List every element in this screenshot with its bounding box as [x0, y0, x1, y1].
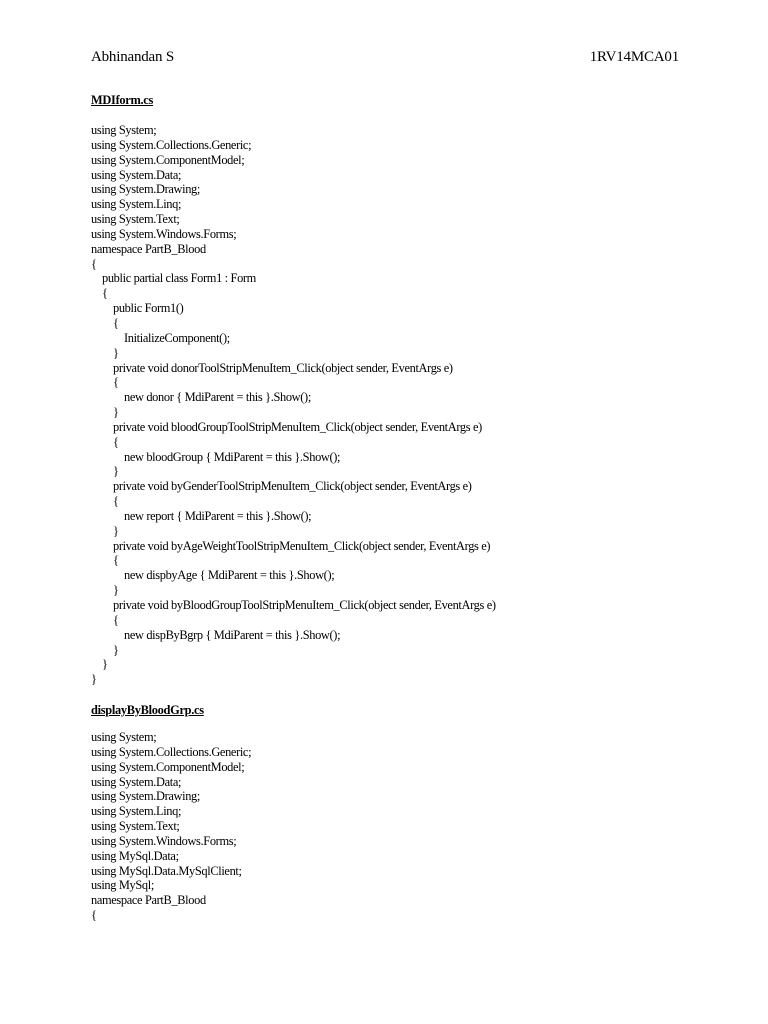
code-line: { [91, 553, 119, 568]
code-line: new donor { MdiParent = this }.Show(); [91, 390, 311, 405]
code-line: using System.Linq; [91, 804, 182, 819]
code-line: using System.Text; [91, 212, 180, 227]
page-header [91, 47, 679, 67]
code-line: using MySql.Data.MySqlClient; [91, 863, 242, 878]
code-line: public partial class Form1 : Form [91, 271, 256, 286]
code-line: using System.Drawing; [91, 789, 200, 804]
code-line: using System.Collections.Generic; [91, 744, 252, 759]
code-line: private void byBloodGroupToolStripMenuItem_Click(object sender, EventArgs e) [91, 598, 496, 612]
code-block-displaybybloodgrp [91, 730, 251, 923]
code-line: using MySql.Data; [91, 848, 179, 863]
code-block-mdiform [91, 123, 496, 687]
code-line: } [91, 657, 108, 672]
code-line: } [91, 345, 119, 360]
code-line: new dispByBgrp { MdiParent = this }.Show(); [91, 627, 341, 642]
code-line: } [91, 642, 119, 657]
code-line: } [91, 523, 119, 538]
code-line: { [91, 494, 119, 509]
code-line: InitializeComponent(); [91, 330, 230, 345]
section-title-displaybybloodgrp: displayByBloodGrp.cs [91, 703, 204, 717]
roll-number: 1RV14MCA01 [589, 49, 679, 65]
code-line: private void byGenderToolStripMenuItem_Click(object sender, EventArgs e) [91, 479, 472, 494]
code-line: new dispbyAge { MdiParent = this }.Show(); [91, 568, 335, 583]
code-line: } [91, 583, 119, 598]
code-line: private void byAgeWeightToolStripMenuItem_Click(object sender, EventArgs e) [91, 538, 491, 553]
code-line: private void bloodGroupToolStripMenuItem_Click(object sender, EventArgs e) [91, 419, 482, 434]
code-line: new report { MdiParent = this }.Show(); [91, 508, 312, 523]
code-line: namespace PartB_Blood [91, 241, 206, 256]
code-line: using System.Data; [91, 774, 182, 789]
code-line: private void donorToolStripMenuItem_Click(object sender, EventArgs e) [91, 360, 453, 375]
code-line: { [91, 612, 119, 627]
code-line: } [91, 464, 119, 479]
code-line: using MySql; [91, 878, 154, 893]
code-line: { [91, 375, 119, 390]
code-line: using System; [91, 123, 157, 137]
code-line: using System.Windows.Forms; [91, 833, 237, 848]
code-line: using System.Windows.Forms; [91, 226, 237, 241]
code-line: using System.ComponentModel; [91, 152, 245, 167]
code-line: using System.Text; [91, 819, 180, 834]
code-line: using System.Data; [91, 167, 182, 182]
code-line: { [91, 908, 97, 923]
code-line: using System.Drawing; [91, 182, 200, 197]
code-line: new bloodGroup { MdiParent = this }.Show(); [91, 449, 341, 464]
code-line: namespace PartB_Blood [91, 893, 206, 908]
code-line: { [91, 256, 97, 271]
code-line: { [91, 315, 119, 330]
code-line: using System.Linq; [91, 197, 182, 212]
code-line: } [91, 672, 97, 687]
code-line: { [91, 286, 108, 301]
code-line: using System; [91, 730, 157, 744]
code-line: using System.ComponentModel; [91, 759, 245, 774]
author-name: Abhinandan S [91, 49, 175, 65]
code-line: public Form1() [91, 301, 184, 316]
section-title-mdiform: MDIform.cs [91, 93, 154, 107]
code-line: { [91, 434, 119, 449]
code-line: } [91, 405, 119, 420]
code-line: using System.Collections.Generic; [91, 137, 252, 152]
